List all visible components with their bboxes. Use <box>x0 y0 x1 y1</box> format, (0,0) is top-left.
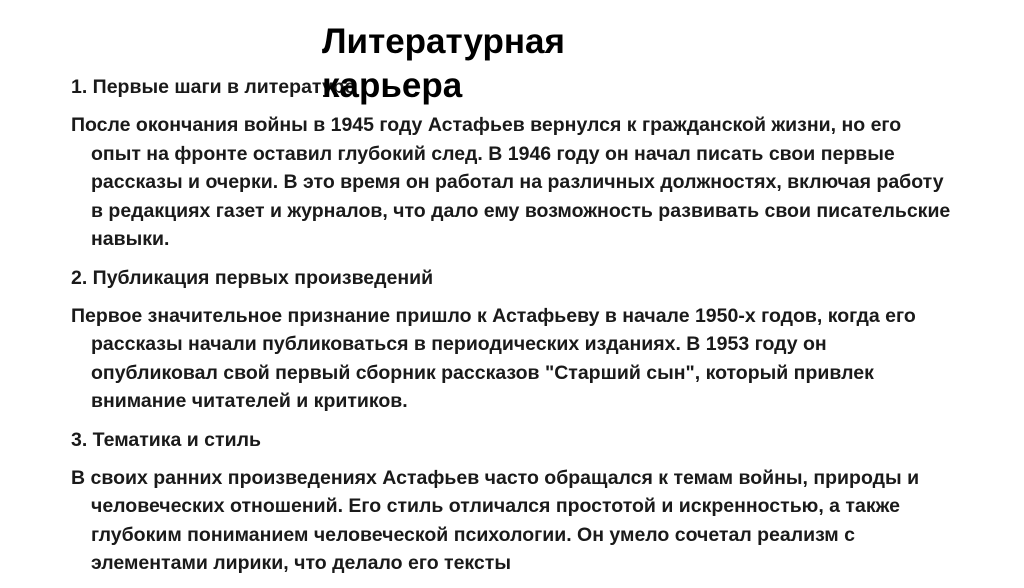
section-paragraph-3: В своих ранних произведениях Астафьев часто обращался к темам войны, природы и человеческих отношений. Его стиль отличался простотой и искренностью, а также глубоким пониманием человеческой психологии. Он умело сочетал реализм с элементами лирики, что делало его тексты <box>71 466 920 574</box>
slide-content <box>71 73 951 588</box>
section-paragraph-1: После окончания войны в 1945 году Астафьев вернулся к гражданской жизни, но его опыт на фронте оставил глубокий след. В 1946 году он начал писать свои первые рассказы и очерки. В это время он работал на различных должностях, включая работу в редакциях газет и журналов, что дало ему возможность развивать свои писательские навыки. <box>71 114 951 250</box>
section-heading-3: 3. Тематика и стиль <box>71 428 261 451</box>
section-heading-1: 1. Первые шаги в литературе <box>71 76 356 98</box>
slide-title: Литературная карьера <box>322 22 565 105</box>
section-heading-2: 2. Публикация первых произведений <box>71 266 434 289</box>
section-paragraph-2: Первое значительное признание пришло к Астафьеву в начале 1950-х годов, когда его рассказы начали публиковаться в периодических изданиях. В 1953 году он опубликовал свой первый сборник рассказов "Старший сын", который привлек внимание читателей и критиков. <box>71 304 916 412</box>
